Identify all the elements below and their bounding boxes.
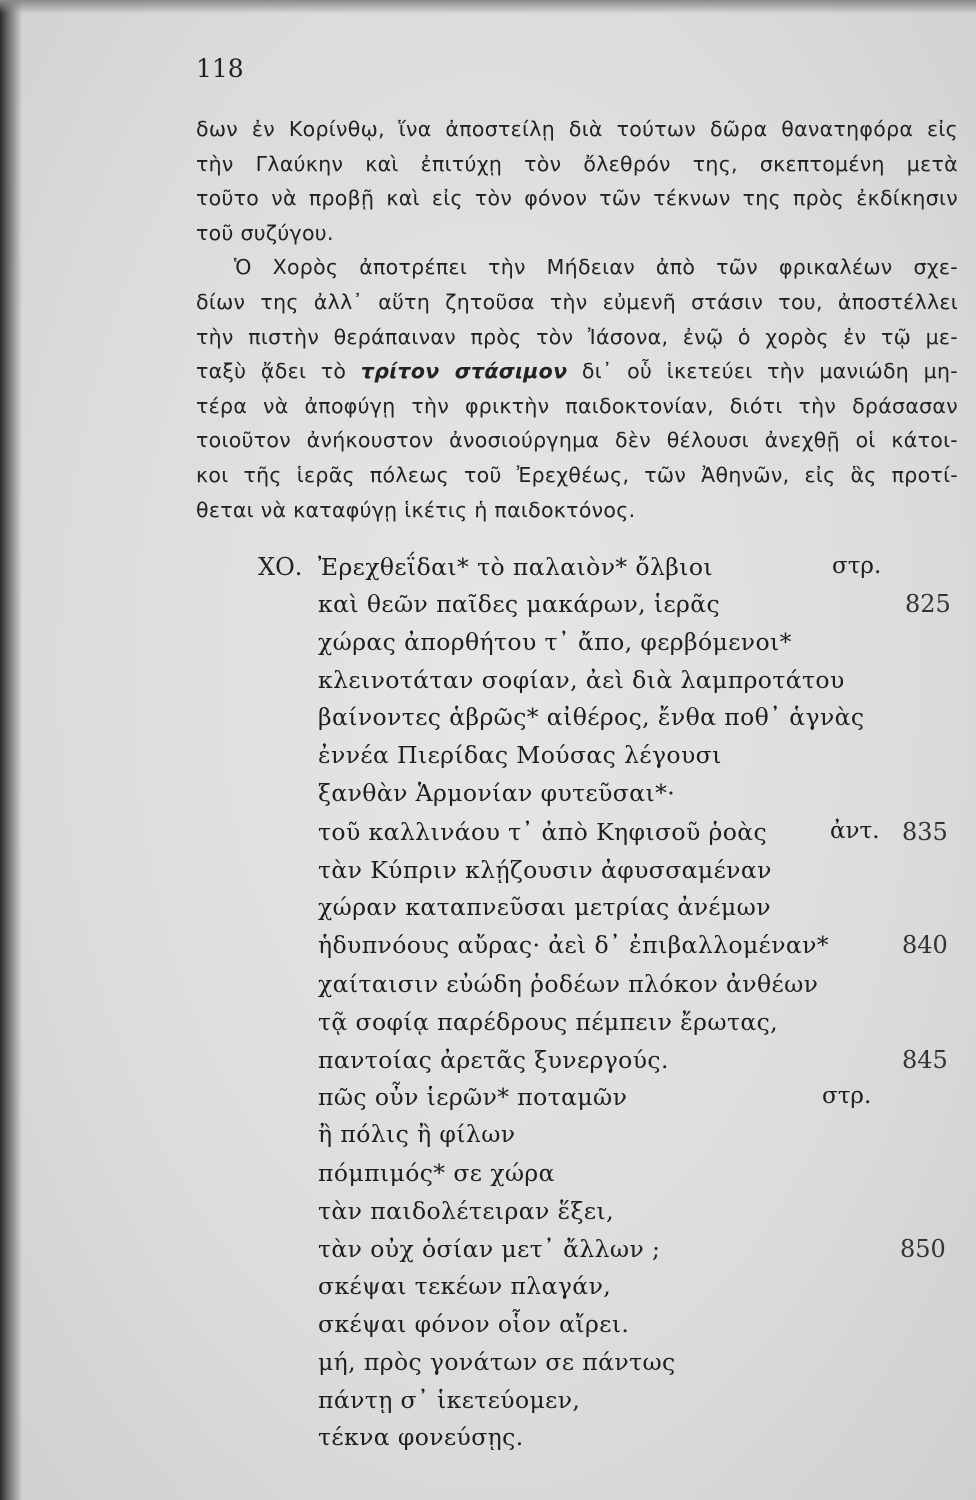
paragraph-1 — [196, 112, 958, 250]
verse-line: μή, πρὸς γονάτων σε πάντως — [318, 1348, 676, 1376]
verse-line: χαίταισιν εὐώδη ῥοδέων πλόκον ἀνθέων — [318, 970, 819, 998]
verse-line: Ἐρεχθεΐδαι* τὸ παλαιὸν* ὄλβιοι — [318, 553, 714, 581]
prose-text: ταξὺ ᾄδει τὸ — [196, 359, 361, 384]
verse-line: ξανθὰν Ἁρμονίαν φυτεῦσαι*· — [318, 779, 676, 807]
verse-line: πόμπιμός* σε χώρα — [318, 1159, 555, 1187]
prose-line: δίων της ἀλλ᾽ αὕτη ζητοῦσα τὴν εὐμενῆ στάσιν του, ἀποστέλλει — [196, 289, 958, 314]
verse-line: χώραν καταπνεῦσαι μετρίας ἀνέμων — [318, 893, 771, 921]
binding-shadow — [0, 0, 22, 1500]
prose-line: τοιοῦτον ἀνήκουστον ἀνοσιούργημα δὲν θέλουσι ἀνεχθῇ οἱ κάτοι- — [196, 428, 958, 453]
prose-line: τὴν πιστὴν θεράπαιναν πρὸς τὸν Ἰάσονα, ἐνῷ ὁ χορὸς ἐν τῷ με- — [196, 324, 958, 349]
emphasis-third-stasimon: τρίτον στάσιμον — [360, 359, 568, 384]
line-number: 825 — [905, 590, 951, 618]
prose-line-with-emphasis — [196, 354, 958, 389]
speaker-label-chorus: ΧΟ. — [258, 553, 303, 581]
prose-line: κοι τῆς ἱερᾶς πόλεως τοῦ Ἐρεχθέως, τῶν Ἀθηνῶν, εἰς ἃς προτί- — [196, 462, 958, 487]
prose-line: τοῦ συζύγου. — [196, 220, 334, 245]
line-number: 835 — [902, 818, 948, 846]
verse-line: σκέψαι φόνον οἷον αἴρει. — [318, 1310, 630, 1338]
verse-line: πῶς οὖν ἱερῶν* ποταμῶν — [318, 1083, 628, 1111]
verse-line: πάντῃ σ᾽ ἱκετεύομεν, — [318, 1386, 581, 1414]
verse-line: ἡδυπνόους αὔρας· ἀεὶ δ᾽ ἐπιβαλλομέναν* — [318, 931, 829, 959]
prose-text: δι᾽ οὗ ἱκετεύει τὴν μανιώδη μη- — [567, 359, 958, 384]
verse-line: ἐννέα Πιερίδας Μούσας λέγουσι — [318, 741, 722, 769]
prose-line: τέρα νὰ ἀποφύγῃ τὴν φρικτὴν παιδοκτονίαν, διότι τὴν δράσασαν — [196, 393, 958, 418]
verse-line: καὶ θεῶν παῖδες μακάρων, ἱερᾶς — [318, 590, 721, 618]
antistrophe-marker: ἀντ. — [830, 818, 880, 844]
line-number: 840 — [902, 931, 948, 959]
verse-line: παντοίας ἀρετᾶς ξυνεργούς. — [318, 1046, 669, 1074]
verse-line: τέκνα φονεύσῃς. — [318, 1423, 524, 1451]
verse-line: σκέψαι τεκέων πλαγάν, — [318, 1272, 612, 1300]
page-number: 118 — [196, 54, 244, 83]
verse-line: τὰν Κύπριν κλῄζουσιν ἀφυσσαμέναν — [318, 856, 772, 884]
paragraph-2 — [196, 250, 958, 527]
top-edge-shadow — [0, 0, 976, 14]
verse-line: χώρας ἀπορθήτου τ᾽ ἄπο, φερβόμενοι* — [318, 628, 792, 656]
verse-line: τὰν παιδολέτειραν ἕξει, — [318, 1197, 614, 1225]
line-number: 850 — [900, 1235, 946, 1263]
strophe-marker: στρ. — [822, 1083, 872, 1109]
verse-line: τᾷ σοφίᾳ παρέδρους πέμπειν ἔρωτας, — [318, 1008, 779, 1036]
prose-line: τὴν Γλαύκην καὶ ἐπιτύχῃ τὸν ὄλεθρόν της, σκεπτομένη μετὰ — [196, 151, 958, 176]
verse-line: τοῦ καλλινάου τ᾽ ἀπὸ Κηφισοῦ ῥοὰς — [318, 818, 768, 846]
verse-line: τὰν οὐχ ὁσίαν μετ᾽ ἄλλων ; — [318, 1235, 661, 1263]
verse-line: κλεινοτάταν σοφίαν, ἀεὶ διὰ λαμπροτάτου — [318, 666, 845, 694]
prose-line: θεται νὰ καταφύγῃ ἱκέτις ἡ παιδοκτόνος. — [196, 497, 636, 522]
prose-line: Ὁ Χορὸς ἀποτρέπει τὴν Μήδειαν ἀπὸ τῶν φρικαλέων σχε- — [234, 255, 958, 280]
prose-line: δων ἐν Κορίνθῳ, ἵνα ἀποστείλῃ διὰ τούτων δῶρα θανατηφόρα εἰς — [196, 117, 958, 141]
verse-line: βαίνοντες ἁβρῶς* αἰθέρος, ἔνθα ποθ᾽ ἁγνὰς — [318, 703, 865, 731]
summary-prose — [196, 112, 958, 527]
prose-line: τοῦτο νὰ προβῇ καὶ εἰς τὸν φόνον τῶν τέκνων της πρὸς ἐκδίκησιν — [196, 186, 958, 211]
verse-line: ἢ πόλις ἢ φίλων — [318, 1120, 516, 1148]
line-number: 845 — [902, 1046, 948, 1074]
strophe-marker: στρ. — [832, 553, 882, 579]
